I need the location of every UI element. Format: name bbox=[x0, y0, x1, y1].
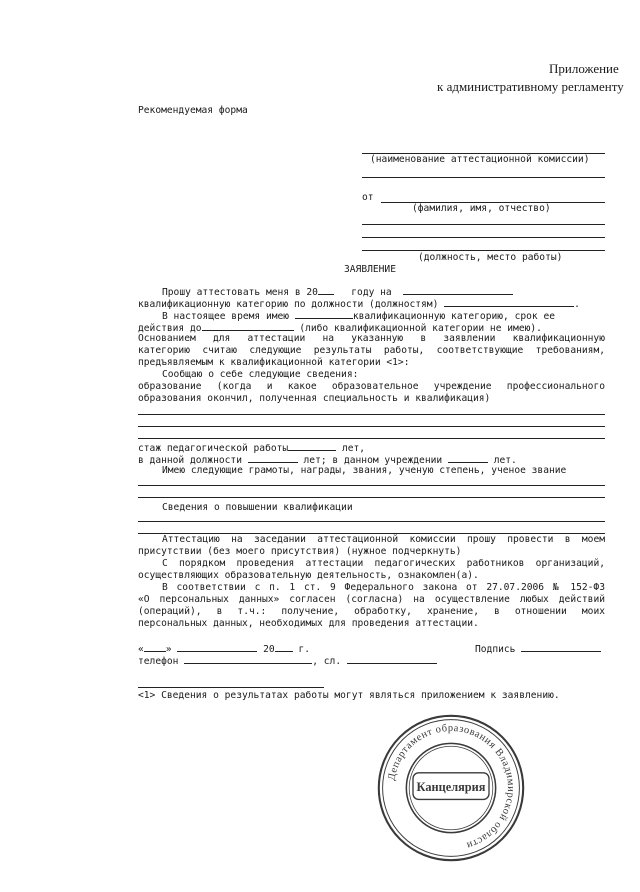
footnote: <1> Сведения о результатах работы могут являться приложением к заявлению. bbox=[138, 690, 560, 701]
office-stamp bbox=[375, 712, 527, 864]
valid-until-text: действия до bbox=[138, 323, 202, 334]
position-caption: (должность, место работы) bbox=[418, 252, 563, 263]
current-category-text-b: квалификационную категорию, срок ее bbox=[352, 311, 556, 322]
appendix-title: Приложение bbox=[549, 61, 619, 76]
awards-blank-2[interactable] bbox=[138, 497, 605, 498]
from-label: от bbox=[362, 192, 374, 203]
experience-years: лет, bbox=[341, 443, 366, 454]
recommended-form-label: Рекомендуемая форма bbox=[138, 105, 248, 116]
document-title: ЗАЯВЛЕНИЕ bbox=[344, 264, 396, 275]
sign-year-blank[interactable] bbox=[275, 642, 293, 652]
phone-blank[interactable] bbox=[184, 654, 312, 664]
request-line-2: квалификационную категорию по должности (должностям) . bbox=[138, 299, 580, 310]
no-category-text: (либо квалификационной категории не имею). bbox=[299, 323, 542, 334]
current-category-text-a: В настоящее время имею bbox=[162, 311, 290, 322]
request-text-b: году на bbox=[351, 287, 392, 298]
commission-name-line-2 bbox=[362, 177, 605, 178]
date-quote-close: » bbox=[165, 644, 172, 655]
request-text-a: Прошу аттестовать меня в 20 bbox=[162, 287, 318, 298]
position-line-2 bbox=[362, 237, 605, 238]
signature-blank[interactable] bbox=[521, 642, 601, 652]
institution-exp-text: лет; в данном учреждении bbox=[303, 455, 443, 466]
personal-data-line-4: персональных данных, необходимых для проведения аттестации. bbox=[138, 618, 479, 629]
experience-blank[interactable] bbox=[288, 441, 336, 451]
about-me-heading: Сообщаю о себе следующие сведения: bbox=[162, 369, 359, 380]
personal-data-line-1: В соответствии с п. 1 ст. 9 Федерального закона от 27.07.2006 № 152-ФЗ bbox=[162, 582, 605, 593]
institution-exp-blank[interactable] bbox=[448, 453, 488, 463]
education-blank-1[interactable] bbox=[138, 414, 605, 415]
work-phone-blank[interactable] bbox=[347, 654, 437, 664]
category-blank[interactable] bbox=[403, 285, 513, 295]
day-blank[interactable] bbox=[144, 642, 166, 652]
work-phone-label: , сл. bbox=[312, 656, 342, 667]
stamp-ring-text: Департамент образования Владимирской области bbox=[386, 722, 517, 851]
education-line-1: образование (когда и какое образовательное учреждение профессионального bbox=[138, 381, 605, 392]
request-position-text: квалификационную категорию по должности (должностям) bbox=[138, 299, 439, 310]
attestation-line-1: Аттестацию на заседании аттестационной комиссии прошу провести в моем bbox=[162, 534, 605, 545]
personal-data-line-2: «О персональных данных» согласен (согласна) на осуществление любых действий bbox=[138, 594, 605, 605]
footnote-separator bbox=[138, 687, 324, 688]
education-blank-2[interactable] bbox=[138, 426, 605, 427]
year-blank[interactable] bbox=[318, 285, 334, 295]
basis-line-3: предъявляемым к квалификационной категории <1>: bbox=[138, 357, 410, 368]
year-suffix: г. bbox=[298, 644, 311, 655]
signature-label: Подпись bbox=[475, 644, 516, 655]
current-category-blank[interactable] bbox=[295, 309, 353, 319]
procedure-line-1: С порядком проведения аттестации педагогических работников организаций, bbox=[162, 558, 605, 569]
procedure-line-2: осуществляющих образовательную деятельность, ознакомлен(а). bbox=[138, 570, 479, 581]
position-line-1 bbox=[362, 224, 605, 225]
phone-label: телефон bbox=[138, 656, 179, 667]
experience-text: стаж педагогической работы bbox=[138, 443, 289, 454]
personal-data-line-3: (операций), в т.ч.: получение, обработку, хранение, в отношении моих bbox=[138, 606, 605, 617]
appendix-regulation: к административному регламенту bbox=[437, 79, 624, 94]
signature-field bbox=[475, 642, 601, 656]
date-quote-open: « bbox=[138, 644, 144, 655]
commission-caption: (наименование аттестационной комиссии) bbox=[370, 154, 590, 165]
basis-line-2: категорию считаю следующие результаты работы, соответствующие требованиям, bbox=[138, 345, 605, 356]
valid-until-blank[interactable] bbox=[202, 321, 294, 331]
position-line-3 bbox=[362, 250, 605, 251]
institution-exp-years: лет. bbox=[493, 455, 517, 466]
year-prefix: 20 bbox=[263, 644, 275, 655]
position-blank[interactable] bbox=[444, 297, 574, 307]
training-blank-1[interactable] bbox=[138, 521, 605, 522]
attestation-line-2: присутствии (без моего присутствия) (нужное подчеркнуть) bbox=[138, 546, 462, 557]
education-blank-3[interactable] bbox=[138, 438, 605, 439]
awards-line: Имею следующие грамоты, награды, звания, ученую степень, ученое звание bbox=[162, 465, 567, 476]
basis-line-1: Основанием для аттестации на указанную в заявлении квалификационную bbox=[138, 333, 605, 344]
month-blank[interactable] bbox=[177, 642, 257, 652]
position-exp-blank[interactable] bbox=[248, 453, 298, 463]
fio-caption: (фамилия, имя, отчество) bbox=[412, 203, 551, 214]
training-line: Сведения о повышении квалификации bbox=[162, 502, 353, 513]
stamp-center-text: Канцелярия bbox=[416, 779, 486, 794]
awards-blank-1[interactable] bbox=[138, 485, 605, 486]
phone-line bbox=[138, 654, 437, 668]
position-exp-text: в данной должности bbox=[138, 455, 242, 466]
education-line-2: образования окончил, полученная специальность и квалификация) bbox=[138, 393, 491, 404]
